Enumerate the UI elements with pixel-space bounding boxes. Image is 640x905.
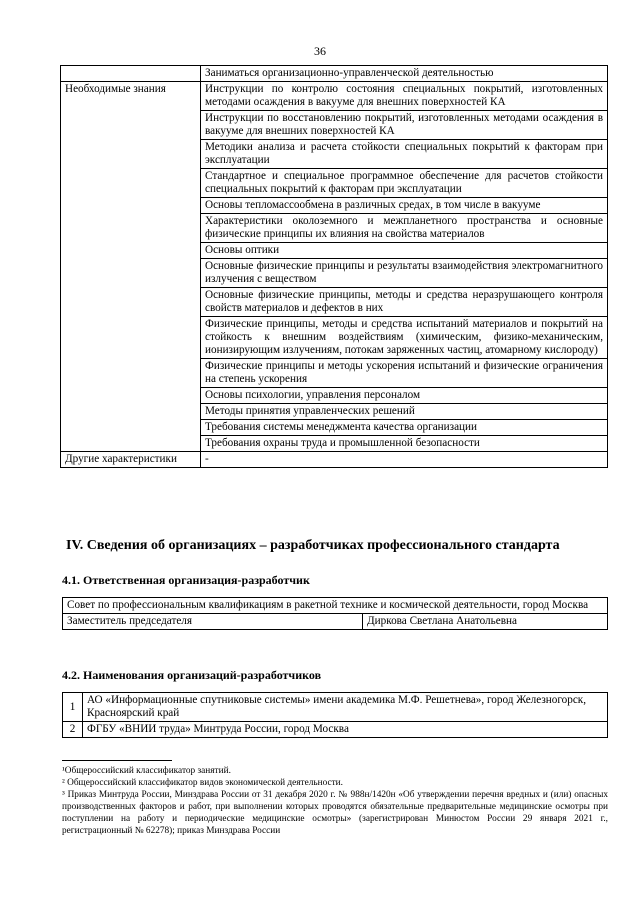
empty-cell	[61, 66, 201, 82]
responsible-org-row	[63, 598, 608, 614]
knowledge-item: Инструкции по восстановлению покрытий, изготовленных методами осаждения в вакууме для внешних поверхностей КА	[201, 111, 608, 140]
other-row	[61, 452, 608, 468]
developer-name: АО «Информационные спутниковые системы» имени академика М.Ф. Решетнева», город Железногорск, Красноярский край	[83, 693, 608, 722]
developer-number: 2	[63, 722, 83, 738]
knowledge-item: Методы принятия управленческих решений	[201, 404, 608, 420]
knowledge-item: Основные физические принципы, методы и средства неразрушающего контроля свойств материалов и дефектов в них	[201, 288, 608, 317]
developer-name: ФГБУ «ВНИИ труда» Минтруда России, город Москва	[83, 722, 608, 738]
footnotes	[62, 765, 608, 837]
responsible-person-row	[63, 614, 608, 630]
knowledge-item: Основные физические принципы и результаты взаимодействия электромагнитного излучения с веществом	[201, 259, 608, 288]
other-value: -	[201, 452, 608, 468]
responsible-org-table	[62, 597, 608, 630]
knowledge-table	[60, 65, 608, 468]
footnote-divider	[62, 760, 172, 761]
knowledge-item: Основы оптики	[201, 243, 608, 259]
developer-row	[63, 693, 608, 722]
knowledge-item: Основы тепломассообмена в различных средах, в том числе в вакууме	[201, 198, 608, 214]
knowledge-item: Методики анализа и расчета стойкости специальных покрытий к факторам при эксплуатации	[201, 140, 608, 169]
footnote: ¹Общероссийский классификатор занятий.	[62, 766, 231, 776]
developers-table	[62, 692, 608, 738]
knowledge-label: Необходимые знания	[61, 82, 201, 452]
responsible-heading: 4.1. Ответственная организация-разработчик	[62, 573, 310, 587]
knowledge-item: Требования системы менеджмента качества организации	[201, 420, 608, 436]
knowledge-item: Физические принципы, методы и средства испытаний материалов и покрытий на стойкость к внешним воздействиям (химическим, физико-механическим, ионизирующим излучениям, потокам заряженных частиц, атомарному кислороду)	[201, 317, 608, 359]
responsible-org-name: Совет по профессиональным квалификациям в ракетной технике и космической деятельности, город Москва	[63, 598, 608, 614]
responsible-person: Диркова Светлана Анатольевна	[363, 614, 608, 630]
footnote: ³ Приказ Минтруда России, Минздрава России от 31 декабря 2020 г. № 988н/1420н «Об утверждении перечня вредных и (или) опасных производственных факторов и работ, при выполнении которых проводятся обязательные предварительные медицинские осмотры при поступлении на работу и периодические медицинские осмотры» (зарегистрирован Минюстом России 29 января 2021 г., регистрационный № 62278); приказ Минздрава России	[62, 790, 608, 836]
knowledge-item: Стандартное и специальное программное обеспечение для расчетов стойкости специальных покрытий к факторам при эксплуатации	[201, 169, 608, 198]
developer-number: 1	[63, 693, 83, 722]
knowledge-item: Характеристики околоземного и межпланетного пространства и основные физические принципы их влияния на свойства материалов	[201, 214, 608, 243]
other-label: Другие характеристики	[61, 452, 201, 468]
responsible-position: Заместитель председателя	[63, 614, 363, 630]
labor-action-cell: Заниматься организационно-управленческой деятельностью	[201, 66, 608, 82]
knowledge-item: Физические принципы и методы ускорения испытаний и физические ограничения на степень ускорения	[201, 359, 608, 388]
section-title: IV. Сведения об организациях – разработчиках профессионального стандарта	[66, 538, 560, 553]
knowledge-item: Основы психологии, управления персоналом	[201, 388, 608, 404]
knowledge-row	[61, 82, 608, 111]
knowledge-item: Требования охраны труда и промышленной безопасности	[201, 436, 608, 452]
table-row	[61, 66, 608, 82]
developers-heading: 4.2. Наименования организаций-разработчиков	[62, 668, 322, 682]
page-number: 36	[314, 44, 326, 58]
knowledge-item: Инструкции по контролю состояния специальных покрытий, изготовленных методами осаждения в вакууме для внешних поверхностей КА	[201, 82, 608, 111]
footnote: ² Общероссийский классификатор видов экономической деятельности.	[62, 778, 343, 788]
developer-row	[63, 722, 608, 738]
